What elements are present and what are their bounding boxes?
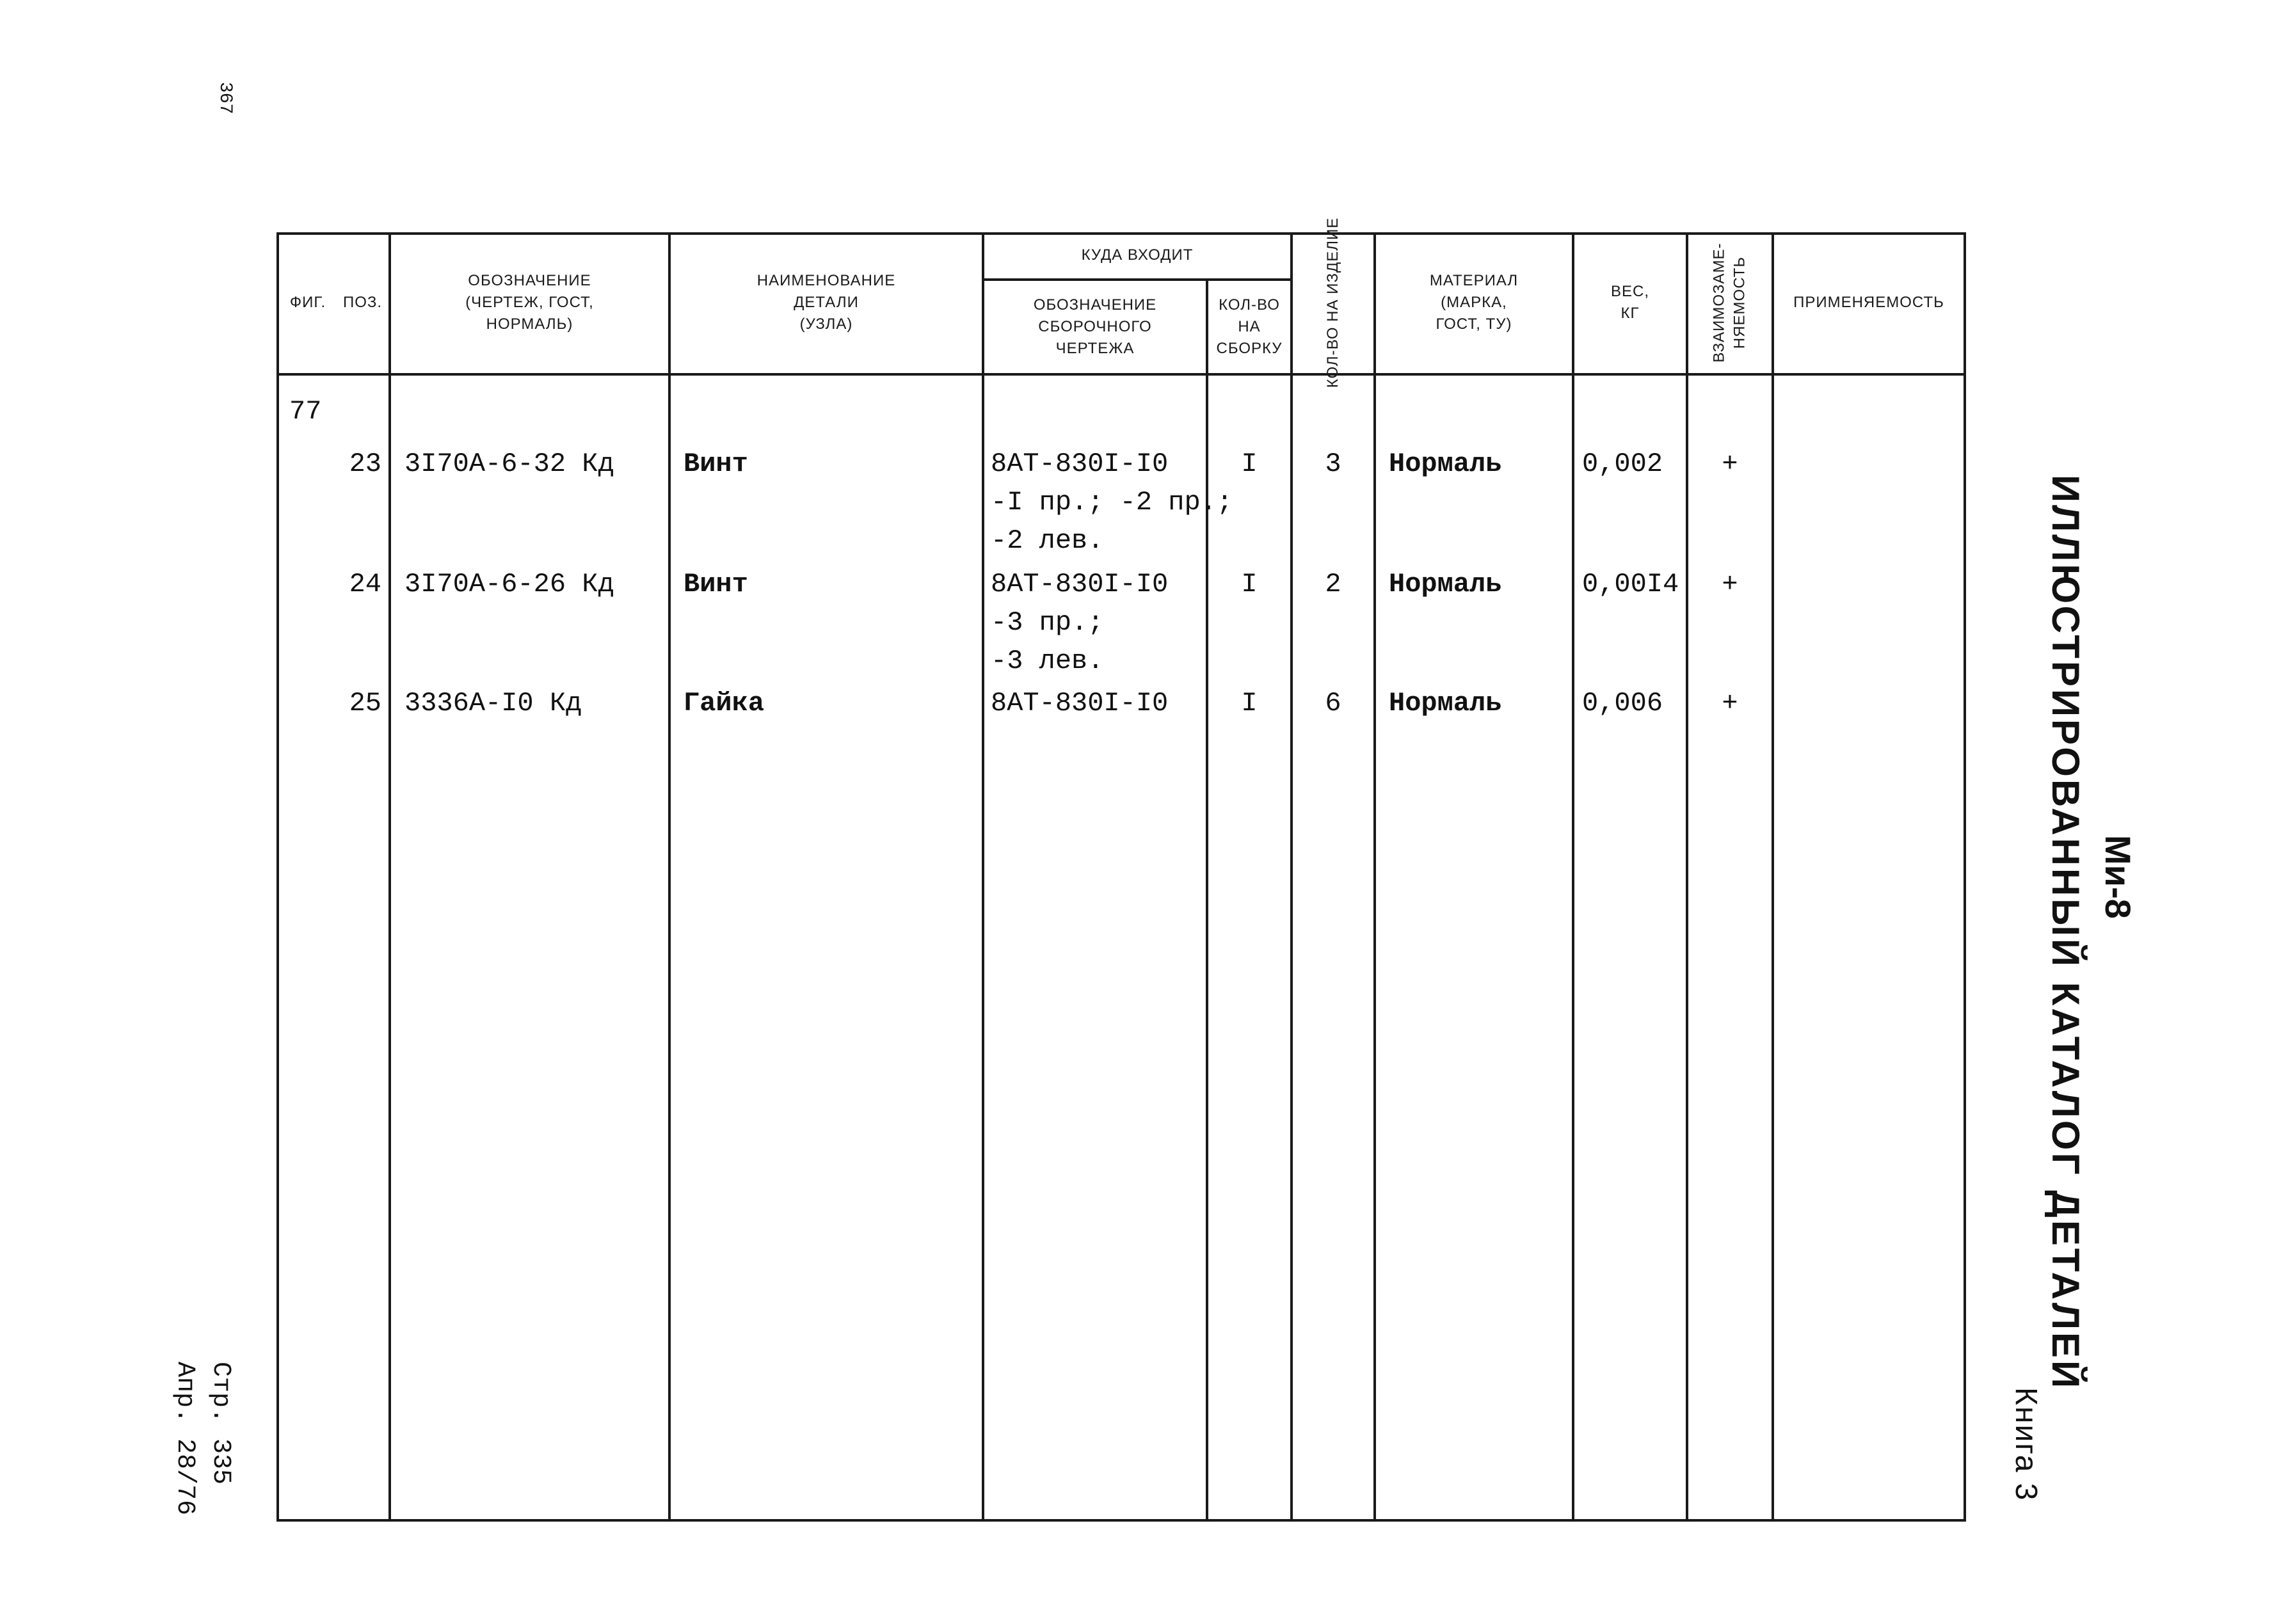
row-weight: 0,006 bbox=[1582, 688, 1663, 719]
row-qty-product: 2 bbox=[1325, 569, 1341, 600]
row-interchangeability: + bbox=[1722, 569, 1738, 600]
row-pos: 25 bbox=[349, 688, 381, 719]
header-name: НАИМЕНОВАНИЕ ДЕТАЛИ (УЗЛА) bbox=[756, 272, 896, 333]
header-pos: ПОЗ. bbox=[342, 294, 383, 311]
header-assembly-drawing: ОБОЗНАЧЕНИЕ СБОРОЧНОГО ЧЕРТЕЖА bbox=[1033, 296, 1157, 357]
header-weight: ВЕС, КГ bbox=[1610, 283, 1649, 322]
header-where-used: КУДА ВХОДИТ bbox=[1081, 246, 1194, 264]
row-material: Нормаль bbox=[1389, 688, 1502, 719]
col-divider-material bbox=[1572, 232, 1574, 1522]
row-qty-assembly: I bbox=[1241, 449, 1258, 479]
book-label: Книга 3 bbox=[2009, 1387, 2043, 1502]
row-pos: 24 bbox=[349, 569, 381, 600]
row-weight: 0,00I4 bbox=[1582, 569, 1679, 600]
row-material: Нормаль bbox=[1389, 449, 1502, 479]
row-assembly: 8АТ-830I-I0 bbox=[991, 688, 1169, 719]
header-interchangeability-label: ВЗАИМОЗАМЕ- НЯЕМОСТЬ bbox=[1711, 243, 1748, 363]
header-applicability: ПРИМЕНЯЕМОСТЬ bbox=[1793, 294, 1944, 311]
header-interchangeability bbox=[1688, 232, 1772, 373]
table-left-border bbox=[276, 232, 279, 1522]
col-divider-fig bbox=[388, 232, 391, 1522]
row-assembly: 8АТ-830I-I0 -I пр.; -2 пр.; -2 лев. bbox=[991, 449, 1233, 556]
row-pos: 23 bbox=[349, 449, 381, 479]
row-name: Винт bbox=[684, 569, 748, 600]
parts-table bbox=[276, 217, 1966, 1522]
row-interchangeability: + bbox=[1722, 688, 1738, 719]
col-divider-weight bbox=[1686, 232, 1688, 1522]
table-right-border bbox=[1964, 232, 1966, 1522]
header-designation: ОБОЗНАЧЕНИЕ (ЧЕРТЕЖ, ГОСТ, НОРМАЛЬ) bbox=[465, 272, 594, 333]
header-material: МАТЕРИАЛ (МАРКА, ГОСТ, ТУ) bbox=[1429, 272, 1519, 333]
row-designation: 3I70А-6-26 Кд bbox=[404, 569, 614, 600]
row-name: Винт bbox=[684, 449, 748, 479]
figure-number: 77 bbox=[289, 396, 322, 427]
col-divider-qty-assembly bbox=[1290, 232, 1293, 1522]
page-number: 367 bbox=[215, 82, 235, 115]
header-qty-assembly: КОЛ-ВО НА СБОРКУ bbox=[1216, 296, 1283, 357]
table-bottom-border bbox=[276, 1519, 1966, 1522]
row-qty-assembly: I bbox=[1241, 569, 1258, 600]
aircraft-title: Ми-8 bbox=[2098, 835, 2138, 919]
col-divider-qty-product bbox=[1373, 232, 1376, 1522]
footer-page: Стр. 335 bbox=[206, 1362, 235, 1485]
header-bottom-border bbox=[276, 373, 1966, 376]
row-material: Нормаль bbox=[1389, 569, 1502, 600]
row-qty-product: 3 bbox=[1325, 449, 1341, 479]
row-assembly: 8АТ-830I-I0 -3 пр.; -3 лев. bbox=[991, 569, 1169, 676]
row-weight: 0,002 bbox=[1582, 449, 1663, 479]
page-footer bbox=[166, 1362, 238, 1515]
header-qty-product bbox=[1293, 217, 1373, 388]
row-designation: 3I70А-6-32 Кд bbox=[404, 449, 614, 479]
col-divider-interchangeability bbox=[1772, 232, 1774, 1522]
footer-date: Апр. 28/76 bbox=[170, 1362, 199, 1516]
row-interchangeability: + bbox=[1722, 449, 1738, 479]
header-qty-product-label: КОЛ-ВО НА ИЗДЕЛИЕ bbox=[1324, 217, 1342, 388]
row-qty-assembly: I bbox=[1241, 688, 1258, 719]
header-fig: ФИГ. bbox=[289, 294, 326, 311]
catalog-title: ИЛЛЮСТРИРОВАННЫЙ КАТАЛОГ ДЕТАЛЕЙ bbox=[2044, 475, 2087, 1391]
col-divider-name bbox=[982, 232, 984, 1522]
row-name: Гайка bbox=[684, 688, 765, 719]
row-qty-product: 6 bbox=[1325, 688, 1341, 719]
row-designation: 3336А-I0 Кд bbox=[404, 688, 582, 719]
col-divider-designation bbox=[668, 232, 671, 1522]
